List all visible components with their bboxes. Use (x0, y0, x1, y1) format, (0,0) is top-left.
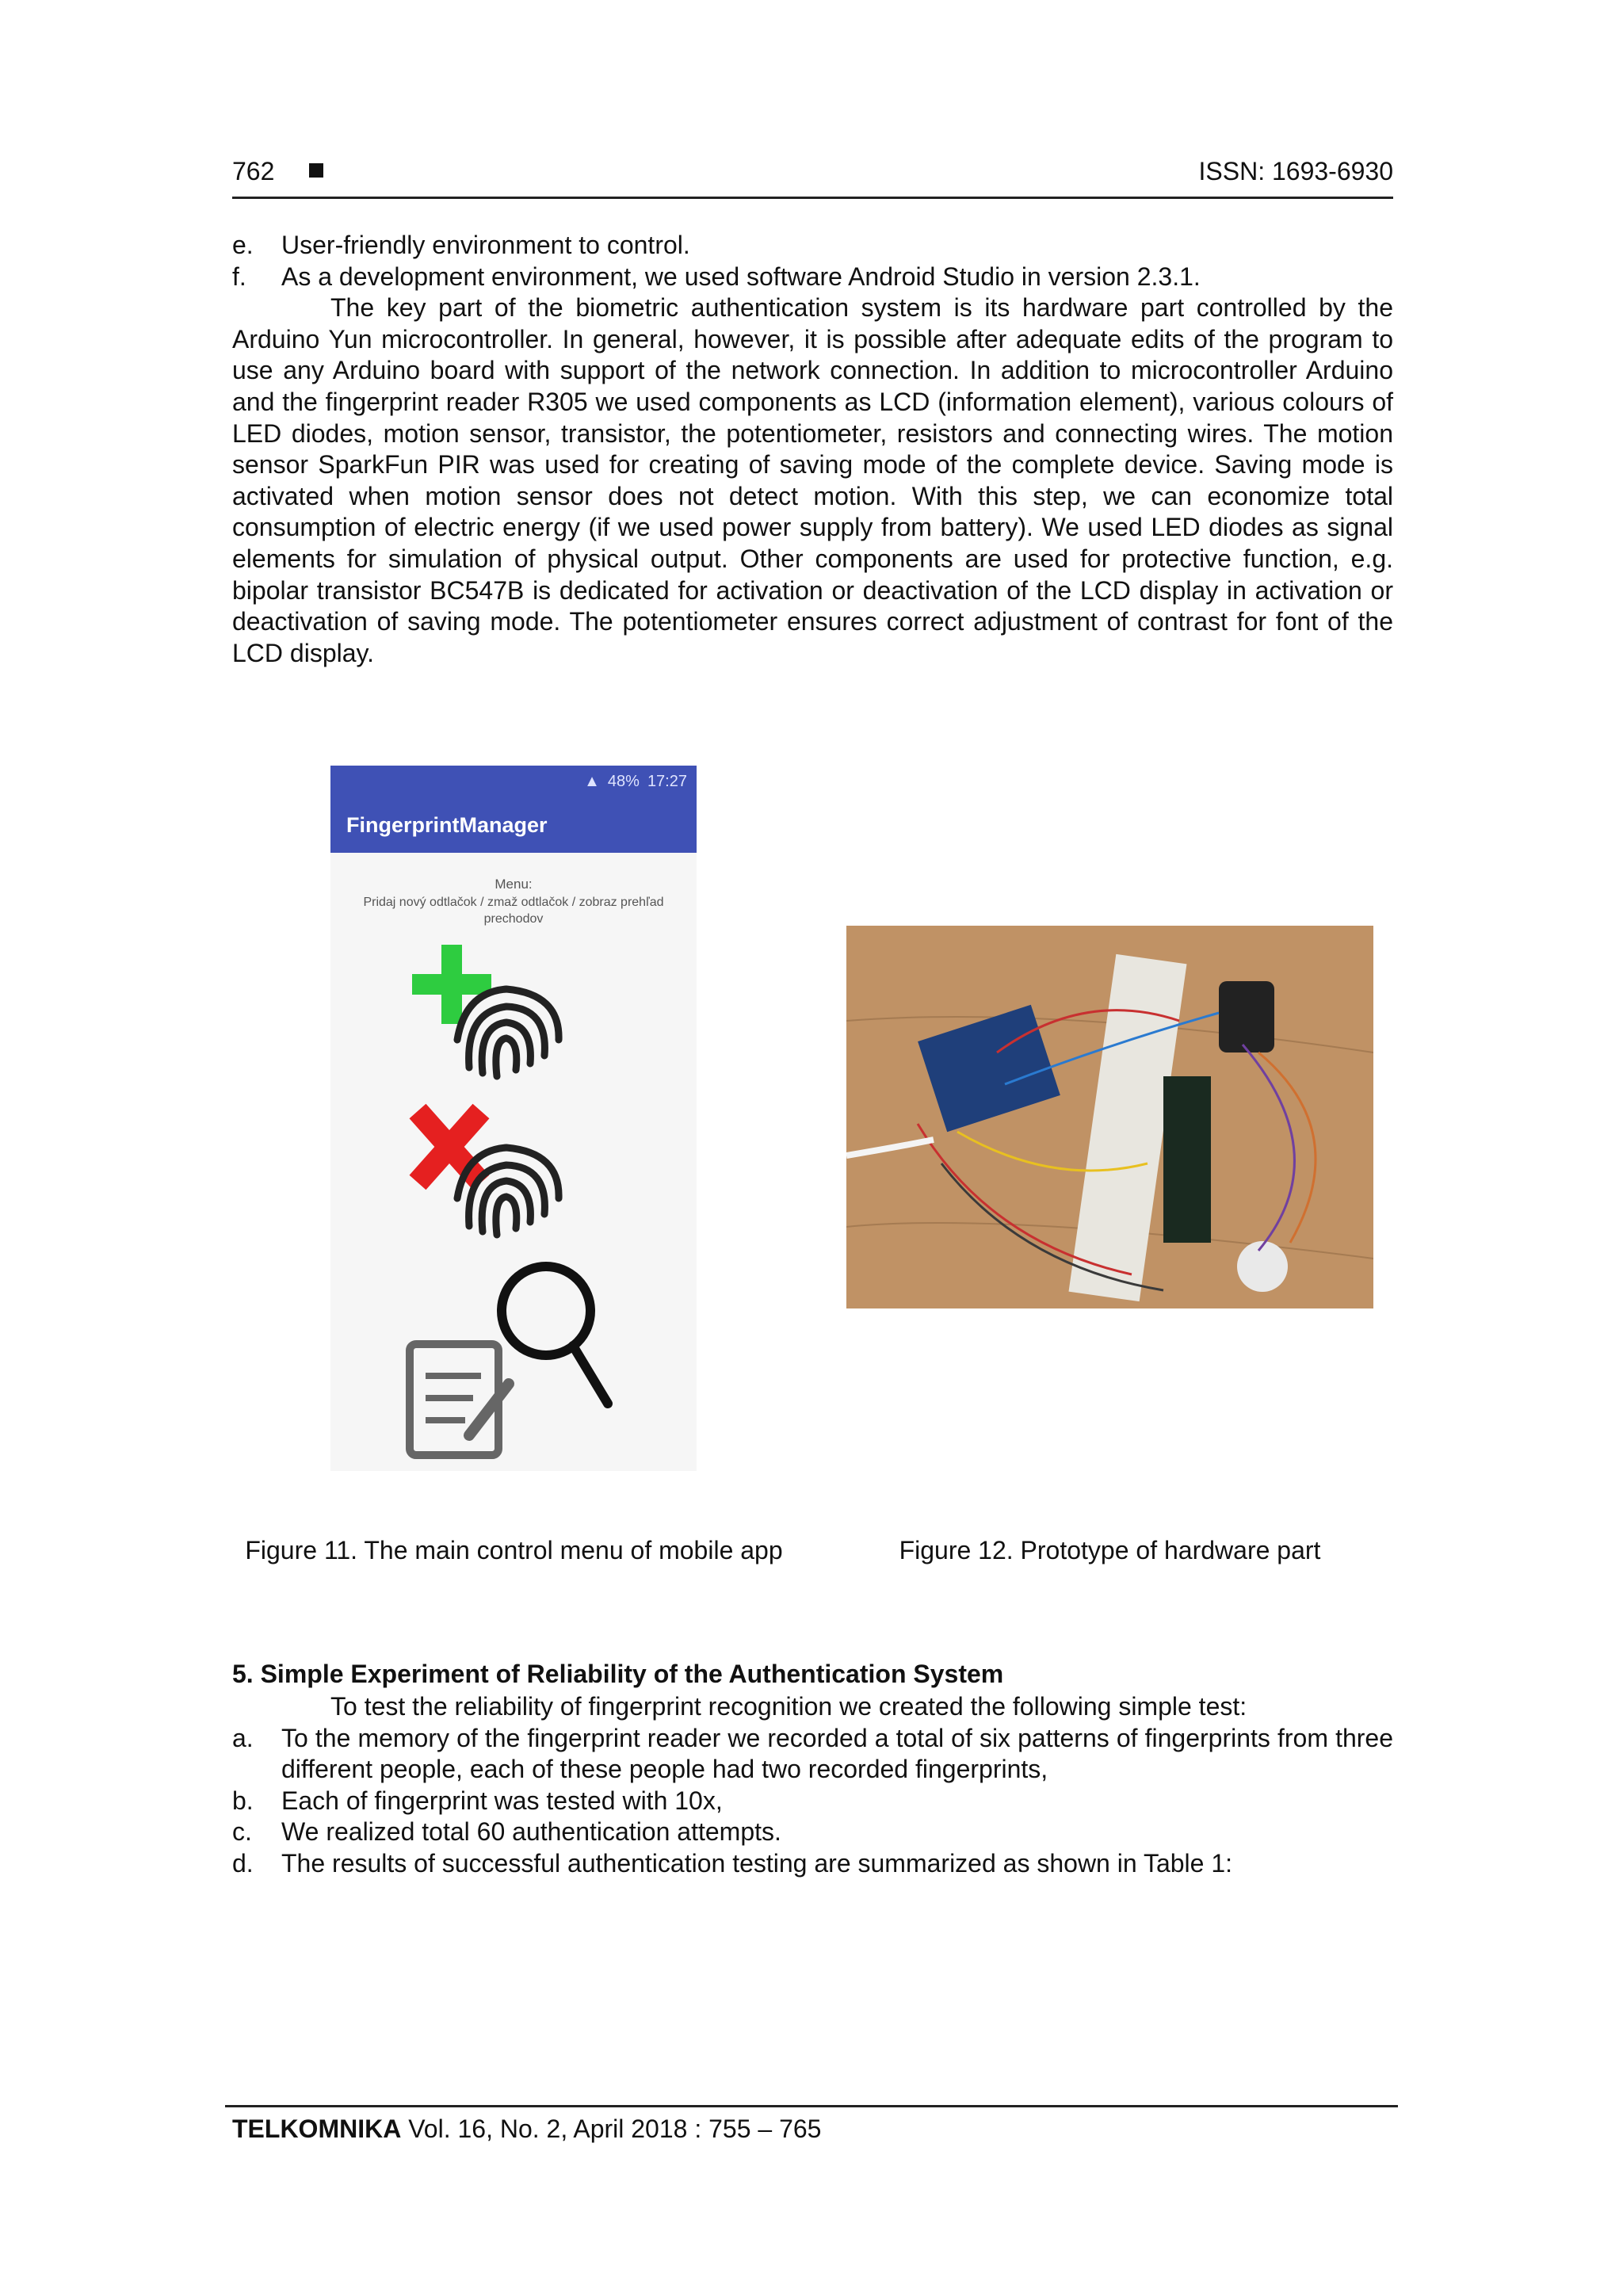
list-item (232, 1723, 1393, 1786)
signal-icon: ▲ (584, 772, 600, 790)
issn: ISSN: 1693-6930 (1198, 157, 1393, 185)
list-item (232, 1817, 1393, 1848)
footer-divider (225, 2105, 1398, 2107)
page-number: 762 (232, 157, 275, 185)
list-marker: a. (232, 1723, 254, 1752)
list-marker: f. (232, 262, 246, 291)
section-intro: To test the reliability of fingerprint recognition we created the following simple test: (330, 1692, 1247, 1721)
list-text: The results of successful authentication testing are summarized as shown in Table 1: (281, 1848, 1233, 1878)
list-marker: d. (232, 1848, 254, 1878)
phone-status-bar (330, 766, 697, 797)
list-marker: c. (232, 1817, 252, 1847)
menu-title: Menu: (495, 877, 533, 892)
figure-12-caption: Figure 12. Prototype of hardware part (899, 1536, 1321, 1564)
list-item (232, 230, 1393, 262)
list-item (232, 1848, 1393, 1880)
list-item (232, 1786, 1393, 1817)
app-title: FingerprintManager (330, 797, 697, 853)
battery-level: 48% (607, 772, 640, 790)
delete-fingerprint-icon[interactable] (330, 1095, 697, 1246)
overview-notepad-search-icon[interactable] (330, 1257, 697, 1463)
figure-11-app-screenshot (330, 766, 697, 1471)
paragraph: The key part of the biometric authentication system is its hardware part controlled by the Arduino Yun microcontroller. In general, however, it is possible after adequate edits of the program to use any Arduino board with support of the network connection. In addition to microcontroller Arduino and the fingerprint reader R305 we used components as LCD (information element), various colours of LED diodes, motion sensor, transistor, the potentiometer, resistors and connecting wires. The motion sensor SparkFun PIR was used for creating of saving mode of the complete device. Saving mode is activated when motion sensor does not detect motion. With this step, we can economize total consumption of electric energy (if we used power supply from battery). We used LED diodes as signal elements for simulation of physical output. Other components are used for protective function, e.g. bipolar transistor BC547B is dedicated for activation or deactivation of the LCD display in activation or deactivation of saving mode. The potentiometer ensures correct adjustment of contrast for font of the LCD display. (232, 293, 1393, 667)
add-fingerprint-icon[interactable] (330, 937, 697, 1087)
body-text-top (232, 230, 1393, 669)
list-marker: b. (232, 1786, 254, 1815)
status-time: 17:27 (647, 772, 687, 790)
list-text: User-friendly environment to control. (281, 231, 690, 259)
menu-text: Pridaj nový odtlačok / zmaž odtlačok / zobraz prehľad prechodov (363, 896, 664, 926)
list-item (232, 262, 1393, 293)
figure-12-hardware-photo (846, 926, 1373, 1308)
list-text: Each of fingerprint was tested with 10x, (281, 1786, 723, 1815)
journal-name: TELKOMNIKA (232, 2115, 402, 2143)
list-text: To the memory of the fingerprint reader we recorded a total of six patterns of fingerprints from three different people, each of these people had two recorded fingerprints, (281, 1723, 1393, 1784)
list-text: As a development environment, we used software Android Studio in version 2.3.1. (281, 262, 1201, 291)
page-header (232, 152, 1393, 199)
section-5-body (232, 1691, 1393, 1880)
header-square-icon (309, 163, 323, 178)
page-footer (232, 2115, 821, 2144)
journal-citation: Vol. 16, No. 2, April 2018 : 755 – 765 (408, 2115, 822, 2143)
figure-11-caption: Figure 11. The main control menu of mobile app (245, 1536, 783, 1564)
list-text: We realized total 60 authentication attempts. (281, 1817, 781, 1847)
list-marker: e. (232, 231, 254, 259)
section-heading: 5. Simple Experiment of Reliability of the Authentication System (232, 1660, 1004, 1688)
